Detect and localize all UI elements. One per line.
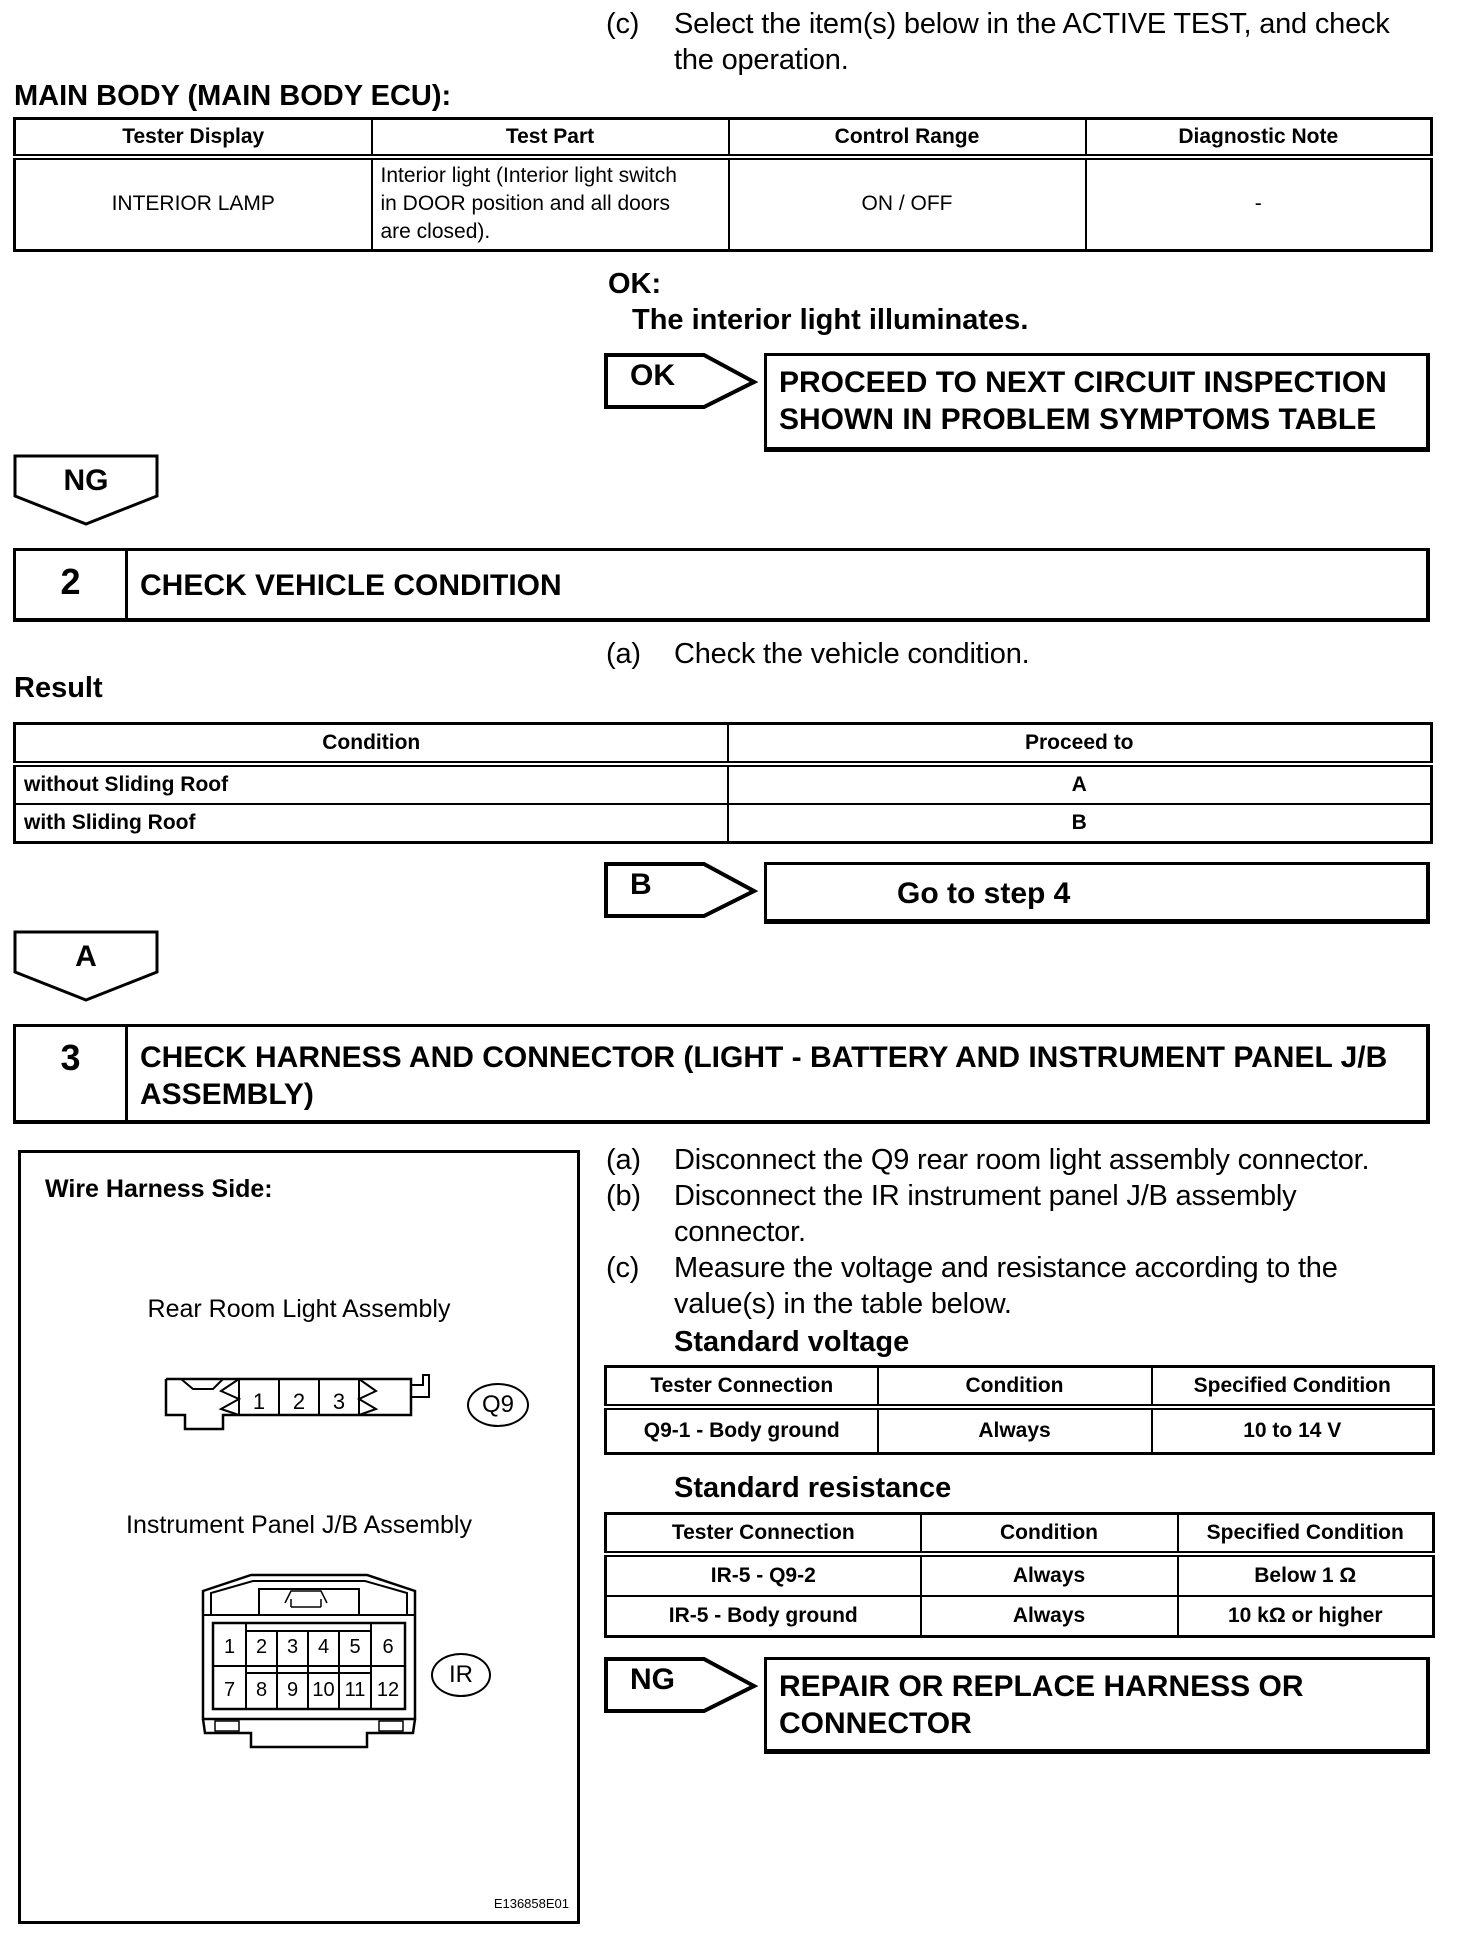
ir-connector-icon: [191, 1571, 431, 1756]
instruction-item: [606, 1250, 1446, 1322]
col-header-diagnostic-note: Diagnostic Note: [1086, 119, 1432, 157]
ok-result-box: [764, 353, 1430, 452]
standard-voltage-table: [604, 1365, 1435, 1455]
col-header-test-part: Test Part: [372, 119, 729, 157]
figure-heading: Wire Harness Side:: [45, 1175, 273, 1203]
table-row: [15, 157, 1432, 251]
connection-cell: IR-5 - Q9-2: [606, 1554, 921, 1597]
ir-connector-code: [431, 1653, 491, 1697]
item-text-line1: Select the item(s) below in the ACTIVE TEST, and check: [674, 8, 1390, 40]
control-range-cell: ON / OFF: [729, 157, 1086, 251]
step-title-line2: ASSEMBLY): [140, 1078, 314, 1111]
result-table: [13, 722, 1433, 844]
diagnostic-note-cell: -: [1086, 157, 1432, 251]
table-row: [606, 1407, 1434, 1454]
step-title-line1: CHECK HARNESS AND CONNECTOR (LIGHT - BATTERY AND INSTRUMENT PANEL J/B: [140, 1041, 1388, 1074]
ir-pin: 6: [382, 1636, 394, 1658]
item-text-line1: Measure the voltage and resistance according to the: [674, 1252, 1338, 1284]
ir-pin-labels-top: [213, 1636, 405, 1659]
ir-pin: 2: [255, 1636, 268, 1658]
item-label: (a): [606, 638, 641, 670]
col-header-proceed-to: Proceed to: [728, 724, 1432, 764]
step-2-header: [13, 548, 1430, 622]
ir-pin: 9: [286, 1679, 299, 1701]
item-text-line1: Disconnect the IR instrument panel J/B assembly: [674, 1180, 1297, 1212]
result-title: Result: [14, 672, 103, 704]
test-part-cell: [372, 157, 729, 251]
col-header-condition: Condition: [15, 724, 728, 764]
connection-cell: IR-5 - Body ground: [606, 1596, 921, 1636]
q9-connector-code: [467, 1383, 529, 1427]
connector-diagram: [18, 1150, 580, 1924]
ir-pin: 11: [344, 1679, 366, 1701]
item-text: Check the vehicle condition.: [674, 638, 1030, 670]
table-row: [606, 1554, 1434, 1597]
col-header-condition: Condition: [878, 1367, 1152, 1407]
active-test-table-title: MAIN BODY (MAIN BODY ECU):: [14, 80, 452, 112]
table-row: [15, 764, 1432, 805]
ir-pin-labels-bottom: [213, 1679, 405, 1702]
spec-cell: Below 1 Ω: [1178, 1554, 1434, 1597]
step3-ng-branch-arrow: [604, 1657, 764, 1713]
col-header-condition: Condition: [921, 1514, 1178, 1554]
col-header-specified-condition: Specified Condition: [1178, 1514, 1434, 1554]
right-arrow-icon: [604, 353, 764, 411]
ir-code-text: IR: [449, 1661, 473, 1688]
condition-cell: Always: [921, 1596, 1178, 1636]
item-label: (b): [606, 1180, 641, 1212]
right-arrow-icon: [604, 1657, 764, 1715]
item-text-line2: the operation.: [674, 44, 849, 76]
spec-cell: 10 to 14 V: [1152, 1407, 1434, 1454]
connector1-name: Rear Room Light Assembly: [147, 1295, 451, 1323]
ok-arrow-label: OK: [630, 359, 675, 392]
ir-pin: 8: [255, 1679, 268, 1701]
standard-resistance-table: [604, 1512, 1435, 1638]
q9-code-text: Q9: [481, 1391, 514, 1418]
ok-result-line2: SHOWN IN PROBLEM SYMPTOMS TABLE: [779, 403, 1377, 436]
item-text-line2: value(s) in the table below.: [674, 1288, 1012, 1320]
a-arrow-label: A: [75, 940, 97, 973]
tester-display-cell: INTERIOR LAMP: [15, 157, 372, 251]
col-header-tester-display: Tester Display: [15, 119, 372, 157]
step3-ng-result-box: [764, 1657, 1430, 1754]
step-number: 3: [16, 1027, 128, 1120]
ng-arrow-label: NG: [63, 464, 109, 497]
spec-cell: 10 kΩ or higher: [1178, 1596, 1434, 1636]
ir-pin: 7: [223, 1679, 236, 1701]
ir-pin: 3: [286, 1636, 299, 1658]
item-label: (c): [606, 1252, 640, 1284]
q9-pin: 1: [252, 1389, 266, 1414]
step-3-header: [13, 1024, 1430, 1124]
ir-pin: 5: [349, 1636, 361, 1658]
q9-pin-labels: [239, 1389, 359, 1415]
test-part-line2: in DOOR position and all doors: [380, 192, 670, 216]
right-arrow-icon: [604, 862, 764, 920]
ok-criteria-label: OK:: [608, 268, 662, 300]
ir-pin: 12: [376, 1679, 400, 1701]
proceed-to-cell: B: [728, 804, 1432, 842]
item-label: (c): [606, 8, 640, 40]
condition-cell: without Sliding Roof: [15, 764, 728, 805]
test-part-line1: Interior light (Interior light switch: [380, 164, 677, 188]
step2-item-a: [606, 636, 1030, 672]
ok-criteria-text: The interior light illuminates.: [632, 304, 1029, 336]
resistance-table-title: Standard resistance: [674, 1472, 952, 1504]
a-branch-arrow: [13, 930, 159, 1002]
step3-instructions: [606, 1142, 1446, 1322]
b-result-box: [764, 862, 1430, 924]
col-header-specified-condition: Specified Condition: [1152, 1367, 1434, 1407]
item-text-line2: connector.: [674, 1216, 806, 1248]
col-header-tester-connection: Tester Connection: [606, 1514, 921, 1554]
proceed-to-cell: A: [728, 764, 1432, 805]
ok-result-line1: PROCEED TO NEXT CIRCUIT INSPECTION: [779, 366, 1387, 399]
figure-id: E136858E01: [493, 1896, 569, 1911]
step-title: CHECK VEHICLE CONDITION: [140, 569, 562, 602]
active-test-table: [13, 117, 1433, 252]
b-result-text: Go to step 4: [897, 877, 1071, 910]
item-label: (a): [606, 1144, 641, 1176]
connector2-name: Instrument Panel J/B Assembly: [126, 1511, 472, 1539]
b-arrow-label: B: [630, 868, 652, 901]
condition-cell: Always: [921, 1554, 1178, 1597]
instruction-item: [606, 1178, 1446, 1250]
ng-branch-arrow: [13, 454, 159, 526]
connection-cell: Q9-1 - Body ground: [606, 1407, 878, 1454]
col-header-control-range: Control Range: [729, 119, 1086, 157]
condition-cell: Always: [878, 1407, 1152, 1454]
ng-result-line1: REPAIR OR REPLACE HARNESS OR: [779, 1670, 1304, 1703]
ng-arrow-label: NG: [630, 1663, 675, 1696]
ng-result-line2: CONNECTOR: [779, 1707, 972, 1740]
ok-branch-arrow: [604, 353, 764, 409]
item-text: Disconnect the Q9 rear room light assembly connector.: [674, 1144, 1370, 1176]
q9-pin: 3: [332, 1389, 346, 1414]
q9-pin: 2: [292, 1389, 306, 1414]
ir-pin: 1: [223, 1636, 236, 1658]
ir-pin: 4: [317, 1636, 330, 1658]
ir-pin: 10: [312, 1679, 335, 1701]
step-number: 2: [16, 551, 128, 618]
condition-cell: with Sliding Roof: [15, 804, 728, 842]
voltage-table-title: Standard voltage: [674, 1326, 910, 1358]
table-row: [606, 1596, 1434, 1636]
test-part-line3: are closed).: [380, 220, 491, 244]
step-title: [128, 1027, 1399, 1120]
instruction-item: [606, 1142, 1446, 1178]
table-row: [15, 804, 1432, 842]
col-header-tester-connection: Tester Connection: [606, 1367, 878, 1407]
step1-item-c: [606, 6, 1390, 78]
b-branch-arrow: [604, 862, 764, 918]
